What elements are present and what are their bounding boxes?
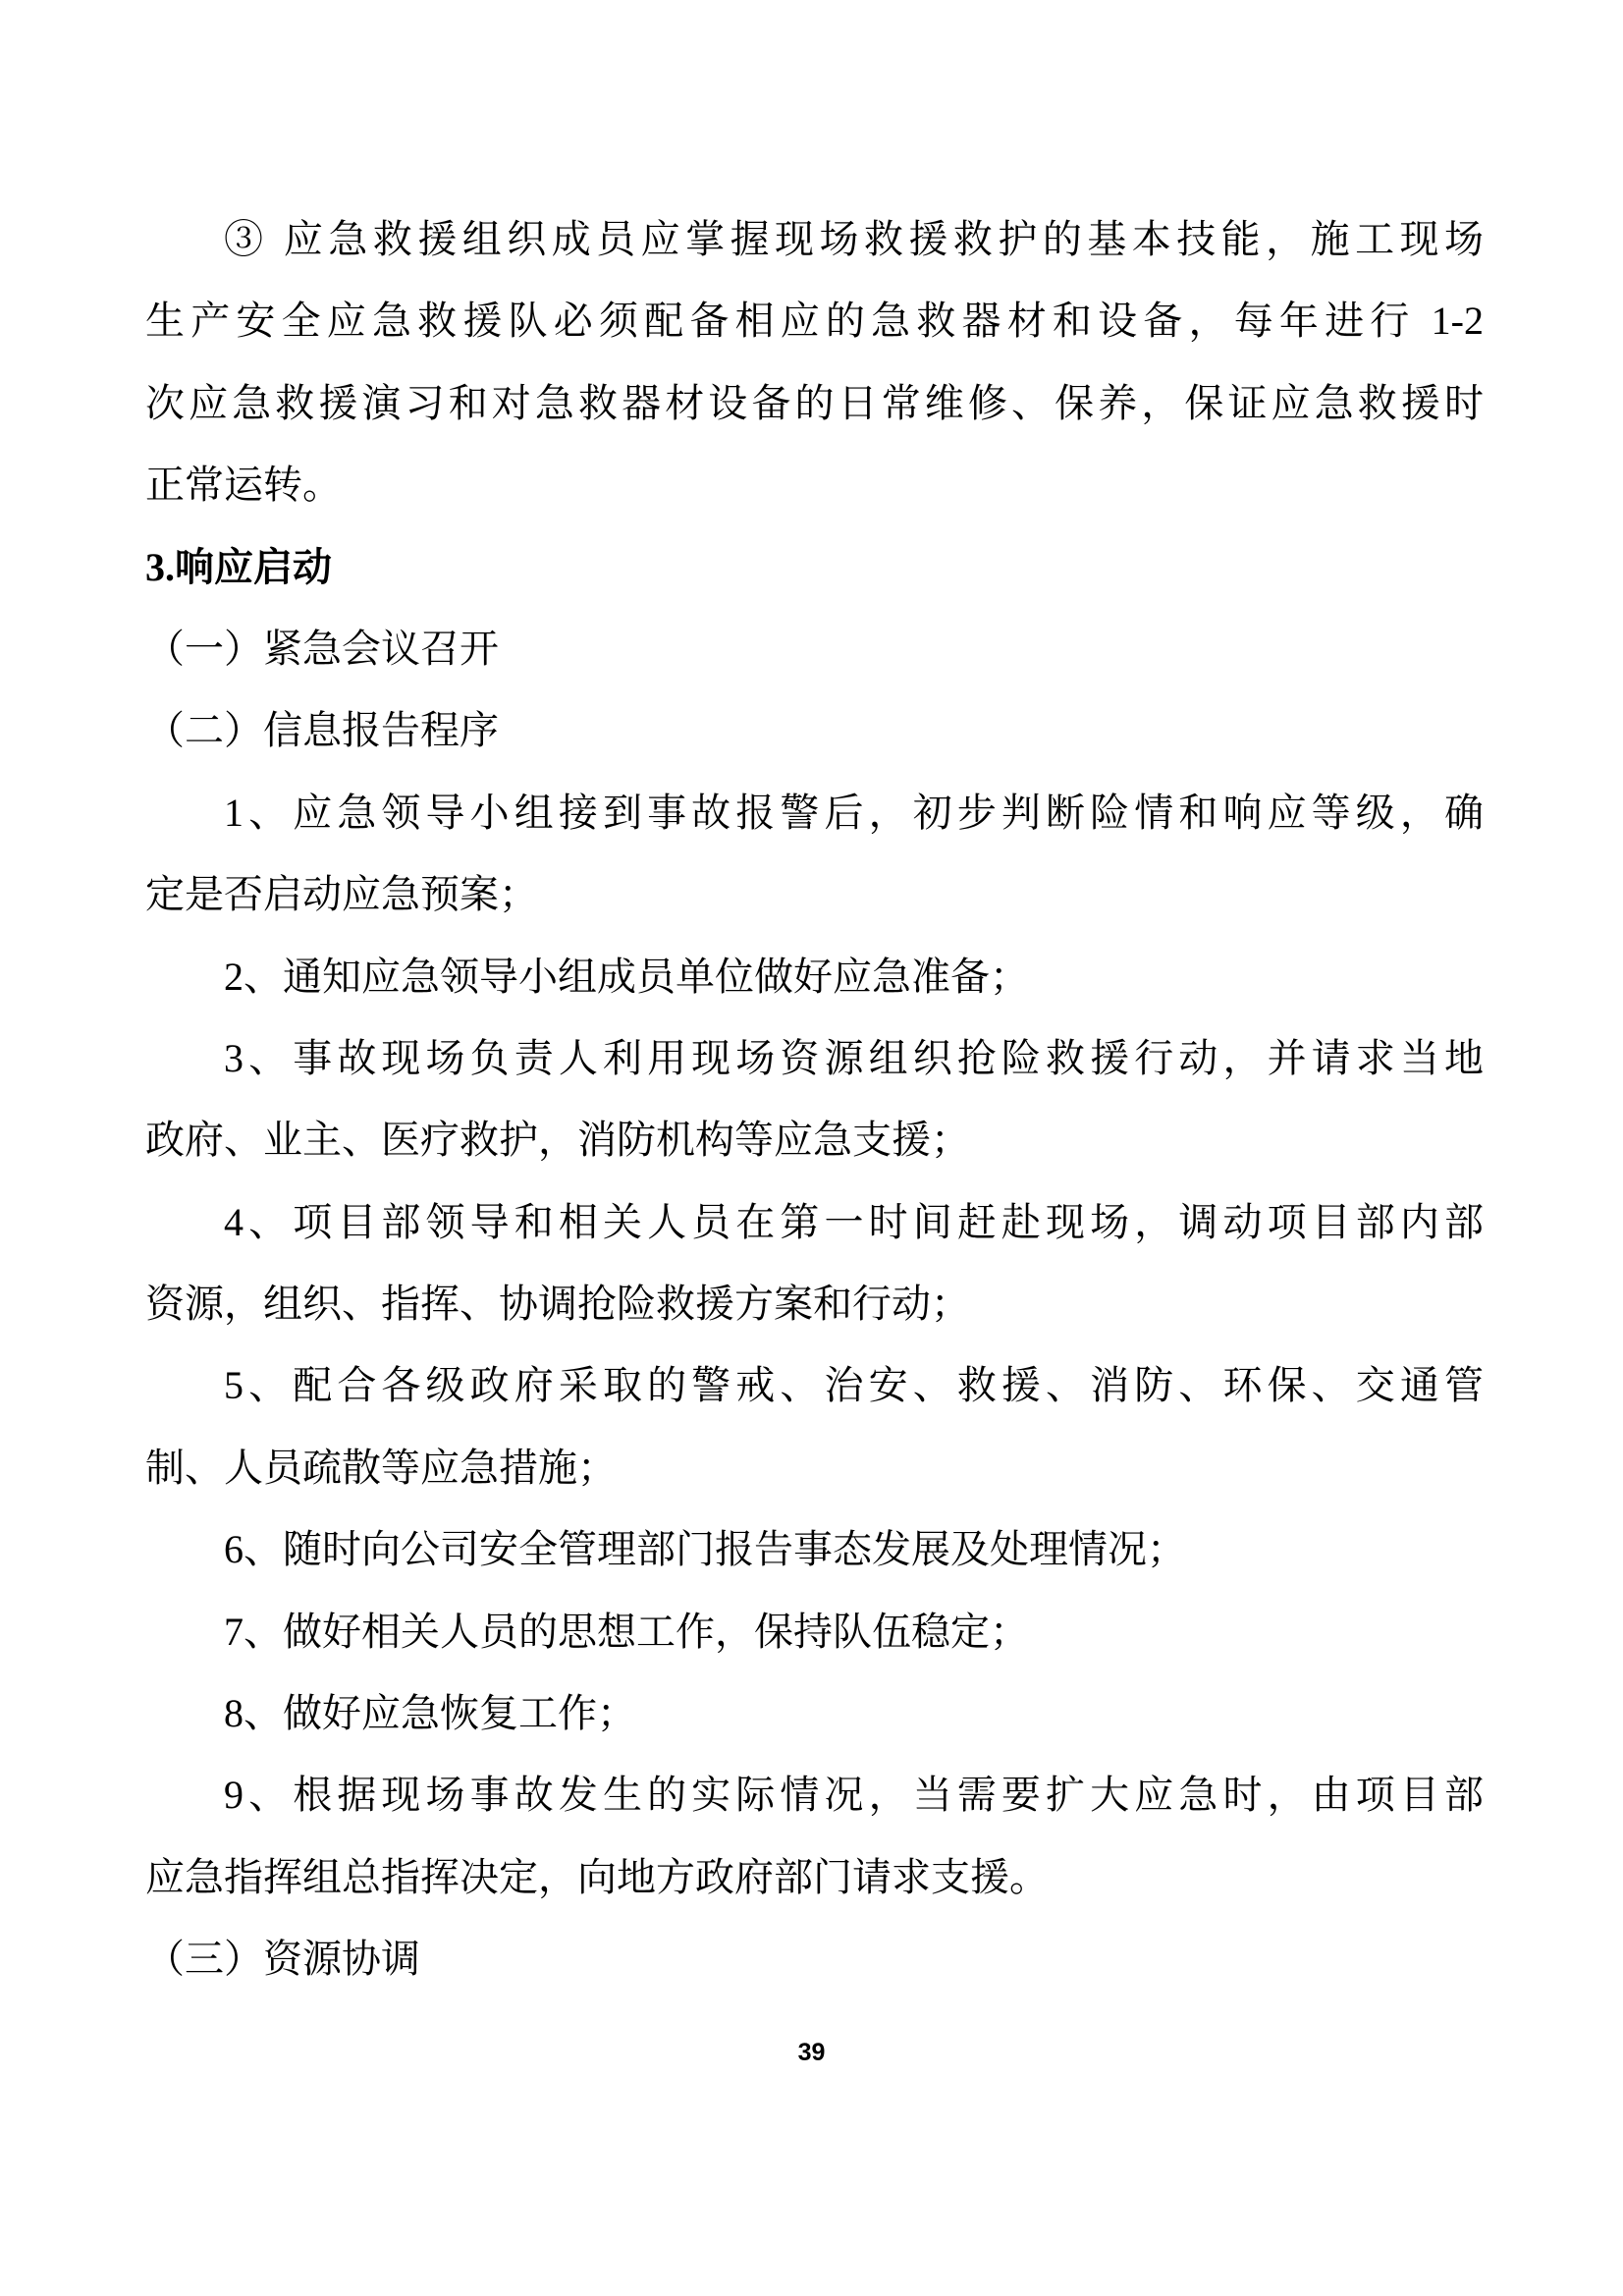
text-line: 5、配合各级政府采取的警戒、治安、救援、消防、环保、交通管 xyxy=(224,1363,1484,1408)
text-line: 定是否启动应急预案； xyxy=(145,872,538,917)
text-line: 正常运转。 xyxy=(145,463,342,508)
subsection-heading: （一）紧急会议召开 xyxy=(145,626,499,671)
text-line: 8、做好应急恢复工作； xyxy=(224,1691,636,1736)
text-line: 次应急救援演习和对急救器材设备的日常维修、保养，保证应急救援时 xyxy=(145,380,1484,425)
subsection-heading: （二）信息报告程序 xyxy=(145,708,499,753)
text-line: 7、做好相关人员的思想工作，保持队伍稳定； xyxy=(224,1609,1029,1654)
document-body xyxy=(145,198,1484,2000)
subsection-heading: （三）资源协调 xyxy=(145,1937,420,1982)
text-line: 生产安全应急救援队必须配备相应的急救器材和设备，每年进行 1-2 xyxy=(145,299,1484,344)
text-line: 6、随时向公司安全管理部门报告事态发展及处理情况； xyxy=(224,1527,1186,1572)
text-line: 资源，组织、指挥、协调抢险救援方案和行动； xyxy=(145,1282,970,1327)
text-line: 政府、业主、医疗救护，消防机构等应急支援； xyxy=(145,1118,970,1163)
text-line: 1、应急领导小组接到事故报警后，初步判断险情和响应等级，确 xyxy=(224,790,1484,835)
section-heading: 3.响应启动 xyxy=(145,544,332,589)
text-line: 3、事故现场负责人利用现场资源组织抢险救援行动，并请求当地 xyxy=(224,1035,1484,1080)
text-line: 制、人员疏散等应急措施； xyxy=(145,1445,617,1490)
text-line: 2、通知应急领导小组成员单位做好应急准备； xyxy=(224,954,1029,999)
text-line: 9、根据现场事故发生的实际情况，当需要扩大应急时，由项目部 xyxy=(224,1773,1484,1818)
text-line: 4、项目部领导和相关人员在第一时间赶赴现场，调动项目部内部 xyxy=(224,1199,1484,1244)
text-line: ③ 应急救援组织成员应掌握现场救援救护的基本技能，施工现场 xyxy=(224,217,1484,261)
text-line: 应急指挥组总指挥决定，向地方政府部门请求支援。 xyxy=(145,1854,1049,1899)
page-number: 39 xyxy=(797,2039,826,2066)
